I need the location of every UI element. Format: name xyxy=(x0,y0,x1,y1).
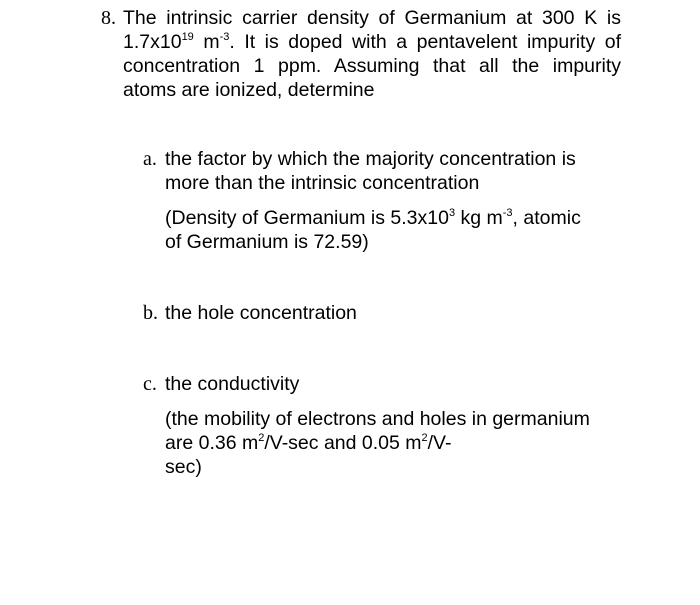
part-a-line-2: more than the intrinsic concentration xyxy=(165,172,480,194)
part-a xyxy=(143,147,613,195)
part-c-note-line-2-part-a: are 0.36 m xyxy=(165,432,259,454)
part-a-note-line-1 xyxy=(165,207,581,229)
question-number: 8. xyxy=(101,7,116,29)
part-a-letter: a. xyxy=(143,148,157,170)
part-c-note-line-1: (the mobility of electrons and holes in germanium xyxy=(165,408,590,430)
part-c-note-line-2-part-b: /V-sec and 0.05 m xyxy=(264,432,422,454)
part-c-note-line-3: sec) xyxy=(165,456,202,478)
exponent-19: 19 xyxy=(181,31,194,43)
exponent-minus-3-density: -3 xyxy=(502,207,513,219)
exponent-2-holes: 2 xyxy=(421,432,428,444)
part-b xyxy=(143,301,613,325)
part-a-note-line-1-part-c: , atomic xyxy=(512,207,581,229)
question-text xyxy=(123,6,621,102)
part-a-note-line-2: of Germanium is 72.59) xyxy=(165,231,369,253)
part-a-note-line-1-part-b: kg m xyxy=(455,207,503,229)
part-a-note-line-1-part-a: (Density of Germanium is 5.3x10 xyxy=(165,207,449,229)
part-b-letter: b. xyxy=(143,302,158,324)
part-c-letter: c. xyxy=(143,373,157,395)
exponent-minus-3: -3 xyxy=(219,31,230,43)
part-c-line-1: the conductivity xyxy=(165,373,300,395)
exponent-3: 3 xyxy=(448,207,456,219)
question-line-2-part-c: . It is doped with a pentavelent impurity of xyxy=(229,31,622,53)
question-line-4: atoms are ionized, determine xyxy=(123,79,375,101)
part-c xyxy=(143,372,613,396)
question-line-2-part-a: 1.7x10 xyxy=(123,31,182,53)
question-line-2-part-b: m xyxy=(193,31,220,53)
question-8 xyxy=(101,6,621,102)
part-b-line-1: the hole concentration xyxy=(165,302,357,324)
question-line-1: The intrinsic carrier density of Germanium at 300 K is xyxy=(123,7,621,29)
part-c-note-line-2 xyxy=(165,432,451,454)
exponent-2-electrons: 2 xyxy=(258,432,265,444)
question-line-2 xyxy=(123,30,621,54)
part-c-note xyxy=(165,407,625,479)
question-line-3: concentration 1 ppm. Assuming that all the impurity xyxy=(123,55,621,77)
part-c-note-line-2-part-c: /V- xyxy=(427,432,452,454)
part-a-note xyxy=(165,206,625,254)
part-a-line-1: the factor by which the majority concentration is xyxy=(165,148,576,170)
